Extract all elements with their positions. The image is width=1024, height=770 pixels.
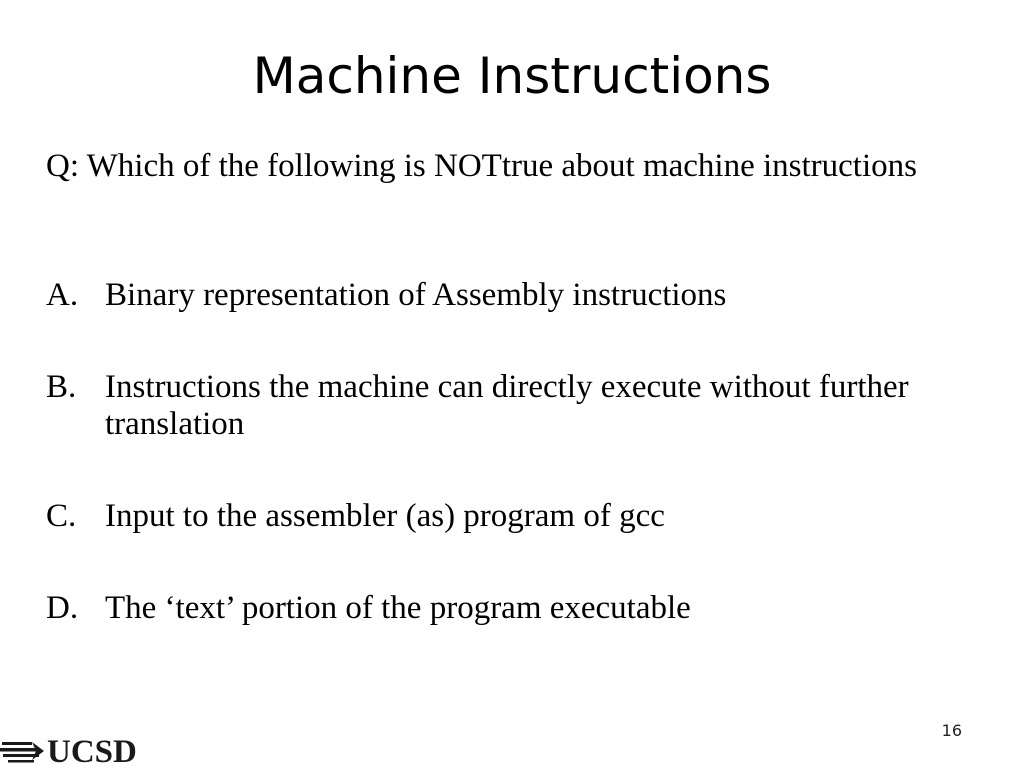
answer-option-a (46, 277, 976, 314)
page-number: 16 (941, 721, 962, 740)
answer-option-c (46, 498, 976, 535)
option-text: Binary representation of Assembly instructions (105, 277, 727, 313)
option-letter: D. (46, 590, 79, 626)
option-letter: C. (46, 498, 77, 534)
answer-option-b (46, 369, 976, 443)
option-letter: A. (46, 277, 79, 313)
answer-option-d (46, 590, 976, 627)
option-text: The ‘text’ portion of the program executable (105, 590, 691, 626)
slide-title: Machine Instructions (252, 47, 772, 105)
question-text: Q: Which of the following is NOTtrue about machine instructions (46, 148, 917, 184)
ucsd-logo (0, 736, 170, 768)
option-text: Input to the assembler (as) program of gcc (105, 498, 665, 534)
option-text: Instructions the machine can directly execute without further translation (105, 369, 909, 442)
ucsd-wordmark: UCSD (47, 734, 137, 770)
ucsd-trident-logo-icon (0, 738, 46, 766)
option-letter: B. (46, 369, 77, 405)
